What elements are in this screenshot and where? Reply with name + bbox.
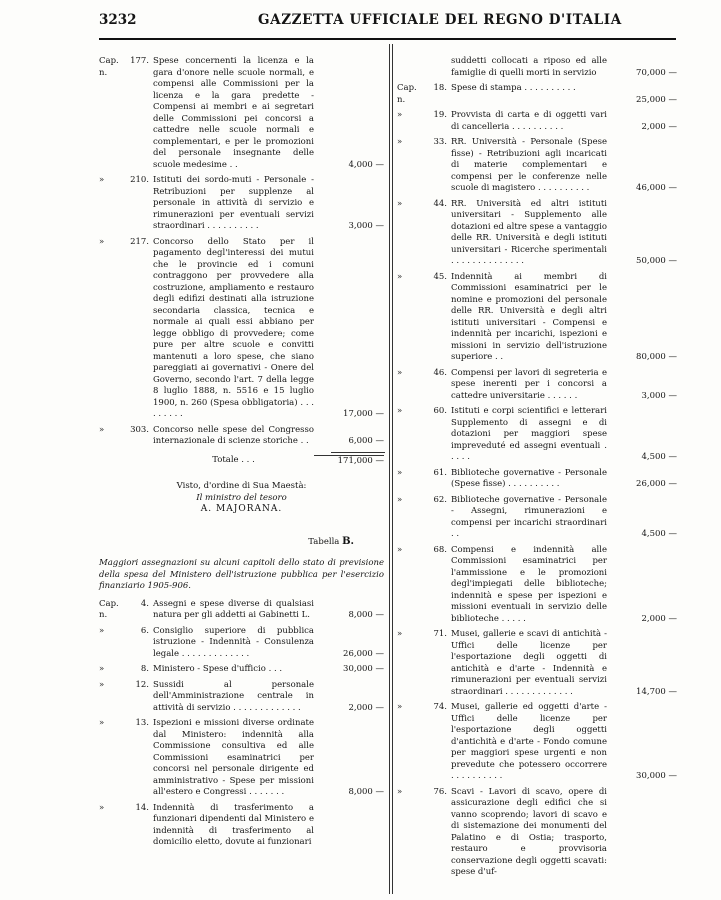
- chapter-label: »: [99, 175, 105, 185]
- chapter-label: »: [99, 625, 105, 636]
- chapter-amount: 17,000 —: [343, 409, 384, 419]
- budget-entry: [99, 425, 384, 448]
- tabella-label: Tabella: [308, 536, 340, 547]
- chapter-label: »: [397, 629, 403, 639]
- budget-entry: [99, 626, 384, 661]
- page-number: 3232: [99, 12, 137, 28]
- chapter-number: 68.: [433, 544, 447, 555]
- budget-entry: [99, 718, 384, 799]
- chapter-description: Sussidi al personale dell'Amministrazione centrale in attività di servizio . . . . . . . . . . . . .: [153, 679, 314, 713]
- chapter-number: 33.: [433, 137, 447, 147]
- chapter-label: »: [397, 367, 403, 378]
- chapter-label: »: [397, 110, 403, 120]
- chapter-amount: 3,000 —: [348, 221, 384, 231]
- budget-entry: [99, 175, 384, 233]
- chapter-description: Indennità ai membri di Commissioni esaminatrici per le nomine e promozioni del personale delle RR. Università e degli altri istituti universitari - Compensi e indennità per incarichi, ispezioni e missioni in servizio dell'istruzione superiore . .: [451, 271, 607, 362]
- budget-entry: [397, 702, 677, 783]
- chapter-number: 45.: [433, 271, 447, 282]
- chapter-number: 60.: [433, 406, 447, 416]
- chapter-number: 217.: [130, 236, 149, 247]
- chapter-label: »: [397, 544, 403, 555]
- chapter-description: Biblioteche governative - Personale - Assegni, rimunerazioni e compensi per incarichi straordinari . .: [451, 494, 607, 539]
- total-amount: 171,000 —: [314, 455, 384, 468]
- budget-entry: [397, 629, 677, 698]
- chapter-number: 4.: [140, 598, 149, 609]
- right-column: [397, 56, 677, 883]
- chapter-label: Cap. n.: [397, 83, 417, 105]
- chapter-description: Concorso dello Stato per il pagamento degl'interessi dei mutui che le provincie ed i comuni contraggono per provvedere alla costruzione, ampliamento e restauro degli edifizi destinati alla istruzione secondaria classica, tecnica e normale ai quali essi abbiano per legge obbligo di provvedere; come pure per altre scuole e convitti mantenuti a loro spese, che siano pareggiati ai governativi - Onere del Governo, secondo l'art. 7 della legge 8 luglio 1888, n. 5516 e 15 luglio 1900, n. 260 (Spesa obbligatoria) . . . . . . . . .: [153, 236, 314, 419]
- chapter-number: 12.: [135, 679, 149, 690]
- budget-entry: [397, 468, 677, 491]
- minister-title: Il ministro del tesoro: [196, 492, 287, 503]
- chapter-description: Provvista di carta e di oggetti vari di cancelleria . . . . . . . . . .: [451, 110, 607, 132]
- budget-entry: [397, 83, 677, 106]
- chapter-label: »: [397, 786, 403, 797]
- left-entries: [99, 56, 384, 448]
- tabella-heading: [99, 536, 384, 549]
- chapter-amount: 4,000 —: [348, 159, 384, 170]
- chapter-number: 13.: [135, 718, 149, 728]
- chapter-number: 6.: [140, 625, 149, 636]
- chapter-number: 74.: [433, 702, 447, 712]
- chapter-number: 14.: [135, 802, 149, 813]
- chapter-amount: 8,000 —: [348, 610, 384, 620]
- chapter-description: Ministero - Spese d'ufficio . . .: [153, 664, 283, 674]
- chapter-description: suddetti collocati a riposo ed alle famiglie di quelli morti in servizio: [451, 56, 607, 78]
- budget-entry: [99, 664, 384, 676]
- chapter-amount: 4,500 —: [641, 529, 677, 539]
- budget-entry: [397, 272, 677, 364]
- budget-entry: [397, 137, 677, 195]
- chapter-number: 303.: [130, 424, 149, 435]
- budget-entry: [397, 368, 677, 403]
- chapter-label: »: [397, 198, 403, 209]
- budget-entry: [397, 545, 677, 626]
- chapter-description: Musei, gallerie ed oggetti d'arte - Uffici delle licenze per l'esportazione degli oggetti d'antichità e d'arte - Fondo comune per maggiori spese urgenti e non prevedute che potessero occorrere . . . . . . . . . .: [451, 702, 607, 781]
- chapter-number: 44.: [433, 198, 447, 209]
- chapter-description: Istituti e corpi scientifici e letterari Supplemento di assegni e di dotazioni per maggiori spese impreveduté ed assegni eventuali . . . . .: [451, 406, 607, 462]
- chapter-label: »: [99, 802, 105, 813]
- budget-entry: [99, 237, 384, 421]
- left-column: [99, 56, 384, 853]
- chapter-description: Indennità di trasferimento a funzionari dipendenti dal Ministero e indennità di trasferimento al domicilio eletto, dovute ai funzionari: [153, 802, 314, 847]
- sum-rule: [331, 452, 385, 453]
- chapter-number: 8.: [140, 664, 149, 674]
- chapter-number: 19.: [433, 110, 447, 120]
- chapter-amount: 3,000 —: [641, 390, 677, 401]
- chapter-number: 177.: [130, 56, 149, 66]
- chapter-number: 71.: [433, 629, 447, 639]
- chapter-label: Cap. n.: [99, 56, 119, 78]
- chapter-label: »: [397, 271, 403, 282]
- chapter-amount: 2,000 —: [348, 702, 384, 713]
- budget-entry: [397, 787, 677, 879]
- chapter-amount: 26,000 —: [636, 479, 677, 489]
- chapter-number: 76.: [433, 786, 447, 797]
- chapter-label: »: [397, 406, 403, 416]
- chapter-label: »: [99, 424, 105, 435]
- minister-name: A. MAJORANA.: [200, 504, 283, 514]
- total-label: Totale . . .: [212, 454, 255, 465]
- chapter-amount: 8,000 —: [348, 787, 384, 797]
- header-rule: [99, 38, 676, 40]
- chapter-label: »: [99, 236, 105, 247]
- maggiori-heading: Maggiori assegnazioni su alcuni capitoli dello stato di previsione della spesa del Ministero dell'istruzione pubblica per l'esercizio finanziario 1905-906.: [99, 558, 384, 591]
- tabella-letter: B.: [342, 535, 354, 547]
- chapter-amount: 70,000 —: [636, 67, 677, 78]
- left-entries-b: [99, 599, 384, 849]
- chapter-description: Assegni e spese diverse di qualsiasi natura per gli addetti ai Gabinetti L.: [153, 598, 314, 620]
- chapter-number: 210.: [130, 175, 149, 185]
- chapter-amount: 25,000 —: [636, 94, 677, 105]
- chapter-amount: 14,700 —: [636, 686, 677, 697]
- chapter-label: Cap. n.: [99, 598, 119, 620]
- chapter-label: »: [99, 718, 105, 728]
- budget-entry: [397, 199, 677, 268]
- budget-entry: [397, 495, 677, 541]
- chapter-description: Compensi per lavori di segreteria e spese inerenti per i concorsi a cattedre universitarie . . . . . .: [451, 367, 607, 401]
- chapter-description: Biblioteche governative - Personale (Spese fisse) . . . . . . . . . .: [451, 467, 607, 489]
- chapter-description: Concorso nelle spese del Congresso internazionale di scienze storiche . .: [153, 424, 314, 446]
- chapter-description: Spese concernenti la licenza e la gara d'onore nelle scuole normali, e compensi alle Commissioni per la licenza e la gara predette - Compensi ai membri e ai segretari delle Commissioni pei concorsi a cattedre nelle scuole normali e complementari, e per le promozioni del personale insegnante delle scuole medesime . .: [153, 56, 314, 170]
- chapter-label: »: [397, 467, 403, 478]
- chapter-amount: 46,000 —: [636, 183, 677, 193]
- chapter-label: »: [397, 702, 403, 712]
- chapter-amount: 2,000 —: [641, 121, 677, 132]
- budget-entry: [397, 56, 677, 79]
- gazette-title: GAZZETTA UFFICIALE DEL REGNO D'ITALIA: [258, 12, 622, 28]
- chapter-amount: 26,000 —: [343, 648, 384, 659]
- chapter-description: RR. Università - Personale (Spese fisse) - Retribuzioni agli incaricati di materie complementari e compensi per le conferenze nelle scuole di magistero . . . . . . . . . .: [451, 137, 607, 193]
- chapter-amount: 6,000 —: [348, 436, 384, 446]
- chapter-amount: 2,000 —: [641, 613, 677, 624]
- chapter-description: Ispezioni e missioni diverse ordinate dal Ministero: indennità alla Commissione consultiva ed alle Commissioni esaminatrici per concorsi nel personale dirigente ed amministrativo - Spese per missioni all'estero e Congressi . . . . . . .: [153, 718, 314, 797]
- chapter-number: 62.: [433, 494, 447, 505]
- right-entries: [397, 56, 677, 879]
- column-divider: [389, 44, 390, 894]
- chapter-description: Consiglio superiore di pubblica istruzione - Indennità - Consulenza legale . . . . . . . . . . . . .: [153, 625, 314, 659]
- chapter-amount: 30,000 —: [636, 771, 677, 781]
- chapter-amount: 50,000 —: [636, 256, 677, 266]
- chapter-description: Musei, gallerie e scavi di antichità - Uffici delle licenze per l'esportazione degli oggetti di antichità e d'arte - Indennità e rimunerazioni per eventuali servizi straordinari . . . . . . . . . . . . .: [451, 629, 607, 697]
- chapter-number: 61.: [433, 467, 447, 478]
- chapter-amount: 4,500 —: [641, 452, 677, 462]
- chapter-label: »: [397, 494, 403, 505]
- budget-entry: [99, 56, 384, 171]
- budget-entry: [397, 406, 677, 464]
- budget-entry: [99, 680, 384, 715]
- chapter-description: RR. Università ed altri istituti universitari - Supplemento alle dotazioni ed altre spese a vantaggio delle RR. Università e degli istituti universitari - Ricerche sperimentali . . . . . . . . . . . . . .: [451, 198, 607, 266]
- chapter-label: »: [99, 679, 105, 690]
- total-row: [99, 455, 384, 468]
- budget-entry: [99, 599, 384, 622]
- chapter-label: »: [99, 664, 105, 674]
- budget-entry: [99, 803, 384, 849]
- chapter-description: Spese di stampa . . . . . . . . . .: [451, 83, 576, 93]
- column-divider-double: [392, 44, 393, 894]
- chapter-number: 18.: [433, 83, 447, 93]
- budget-entry: [397, 110, 677, 133]
- page-header: [0, 0, 721, 48]
- chapter-description: Compensi e indennità alle Commissioni esaminatrici per l'ammissione e le promozioni degl'impiegati delle biblioteche; indennità e spese per ispezioni e missioni eventuali in servizio delle biblioteche . . . . .: [451, 544, 607, 624]
- visto-line: Visto, d'ordine di Sua Maestà:: [176, 481, 307, 491]
- chapter-description: Istituti dei sordo-muti - Personale - Retribuzioni per supplenze al personale in attività di servizio e rimunerazioni per eventuali servizi straordinari . . . . . . . . . .: [153, 175, 314, 231]
- chapter-label: »: [397, 137, 403, 147]
- chapter-description: Scavi - Lavori di scavo, opere di assicurazione degli edifici che si vanno scoprendo; lavori di scavo e di sistemazione dei monumenti del Palatino e di Ostia; trasporto, restauro e provvisoria conservazione degli oggetti scavati: spese d'uf-: [451, 786, 607, 877]
- chapter-amount: 30,000 —: [343, 664, 384, 674]
- chapter-number: 46.: [433, 367, 447, 378]
- chapter-amount: 80,000 —: [636, 352, 677, 362]
